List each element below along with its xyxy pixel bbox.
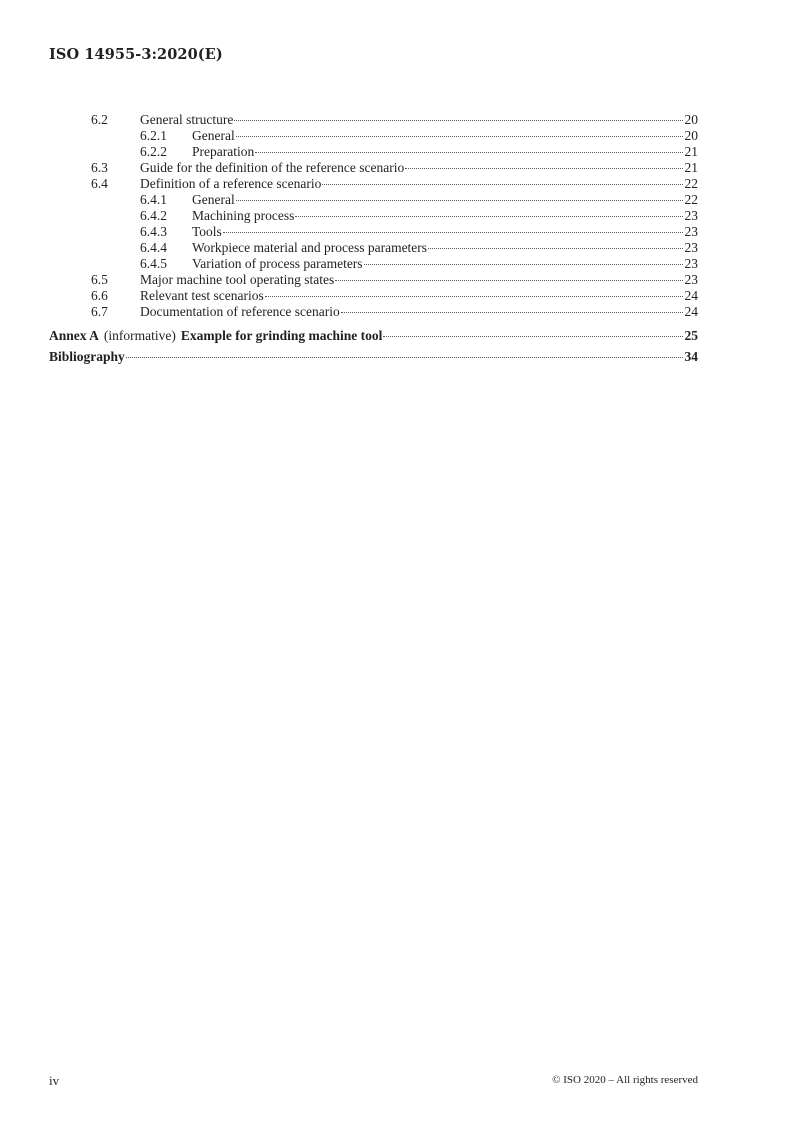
toc-entry-title: Tools [192, 224, 222, 239]
copyright-notice: © ISO 2020 – All rights reserved [552, 1074, 698, 1086]
toc-entry-title: General [192, 192, 235, 207]
toc-entry-page: 23 [684, 208, 698, 223]
toc-entry-page: 22 [684, 192, 698, 207]
dot-leader [265, 296, 683, 297]
toc-entry-number: 6.6 [91, 288, 108, 303]
annex-page: 25 [684, 328, 698, 343]
toc-entry[interactable] [49, 272, 698, 288]
toc-entry-number: 6.4.1 [140, 192, 167, 207]
toc-entry-page: 23 [684, 272, 698, 287]
dot-leader [383, 336, 682, 337]
toc-entry[interactable] [49, 128, 698, 144]
annex-qualifier: (informative) [103, 328, 176, 343]
toc-entry[interactable] [49, 304, 698, 320]
toc-entry-title: General structure [140, 112, 234, 127]
toc-entry[interactable] [49, 176, 698, 192]
toc-entry-page: 20 [684, 112, 698, 127]
annex-title: Example for grinding machine tool [180, 328, 383, 343]
toc-entry[interactable] [49, 112, 698, 128]
bibliography-title: Bibliography [49, 349, 125, 364]
table-of-contents [49, 112, 698, 367]
document-header: ISO 14955-3:2020(E) [49, 46, 223, 63]
dot-leader [322, 184, 682, 185]
toc-entry-page: 21 [684, 160, 698, 175]
toc-entry-title: Machining process [192, 208, 295, 223]
toc-entry-annex-a[interactable] [49, 325, 698, 346]
dot-leader [126, 357, 683, 358]
toc-entry-page: 22 [684, 176, 698, 191]
dot-leader [255, 152, 682, 153]
toc-entry-title: Preparation [192, 144, 255, 159]
toc-entry-number: 6.5 [91, 272, 108, 287]
page-number: iv [49, 1073, 60, 1088]
toc-entry-page: 24 [684, 288, 698, 303]
toc-entry-number: 6.4.4 [140, 240, 167, 255]
toc-entry-page: 23 [684, 224, 698, 239]
bibliography-page: 34 [684, 349, 698, 364]
toc-entry-title: Relevant test scenarios [140, 288, 264, 303]
toc-entry[interactable] [49, 160, 698, 176]
toc-entry-page: 23 [684, 256, 698, 271]
annex-label: Annex A [49, 328, 99, 343]
dot-leader [341, 312, 683, 313]
dot-leader [335, 280, 682, 281]
toc-entry-title: Definition of a reference scenario [140, 176, 322, 191]
toc-entry-number: 6.4.2 [140, 208, 167, 223]
dot-leader [236, 136, 683, 137]
toc-entry-title: Major machine tool operating states [140, 272, 335, 287]
dot-leader [223, 232, 683, 233]
toc-entry-title: General [192, 128, 235, 143]
toc-entry[interactable] [49, 224, 698, 240]
toc-entry-number: 6.2 [91, 112, 108, 127]
toc-entry-number: 6.4.3 [140, 224, 167, 239]
toc-entry-number: 6.2.2 [140, 144, 167, 159]
dot-leader [364, 264, 683, 265]
toc-entry-page: 24 [684, 304, 698, 319]
toc-entry[interactable] [49, 256, 698, 272]
toc-entry-title: Variation of process parameters [192, 256, 363, 271]
toc-entry-title: Guide for the definition of the reference scenario [140, 160, 405, 175]
toc-entry[interactable] [49, 192, 698, 208]
toc-entry-number: 6.2.1 [140, 128, 167, 143]
toc-entry-page: 20 [684, 128, 698, 143]
toc-entry-number: 6.4.5 [140, 256, 167, 271]
toc-entry[interactable] [49, 288, 698, 304]
toc-entry-title: Documentation of reference scenario [140, 304, 340, 319]
toc-entry[interactable] [49, 208, 698, 224]
toc-entry-title: Workpiece material and process parameters [192, 240, 428, 255]
toc-entry-number: 6.4 [91, 176, 108, 191]
dot-leader [428, 248, 682, 249]
toc-entry-bibliography[interactable] [49, 346, 698, 367]
dot-leader [295, 216, 682, 217]
toc-entry-number: 6.7 [91, 304, 108, 319]
toc-entry-page: 21 [684, 144, 698, 159]
toc-entry-number: 6.3 [91, 160, 108, 175]
toc-entry-page: 23 [684, 240, 698, 255]
toc-entry[interactable] [49, 240, 698, 256]
toc-entry[interactable] [49, 144, 698, 160]
dot-leader [236, 200, 683, 201]
dot-leader [234, 120, 682, 121]
dot-leader [405, 168, 682, 169]
